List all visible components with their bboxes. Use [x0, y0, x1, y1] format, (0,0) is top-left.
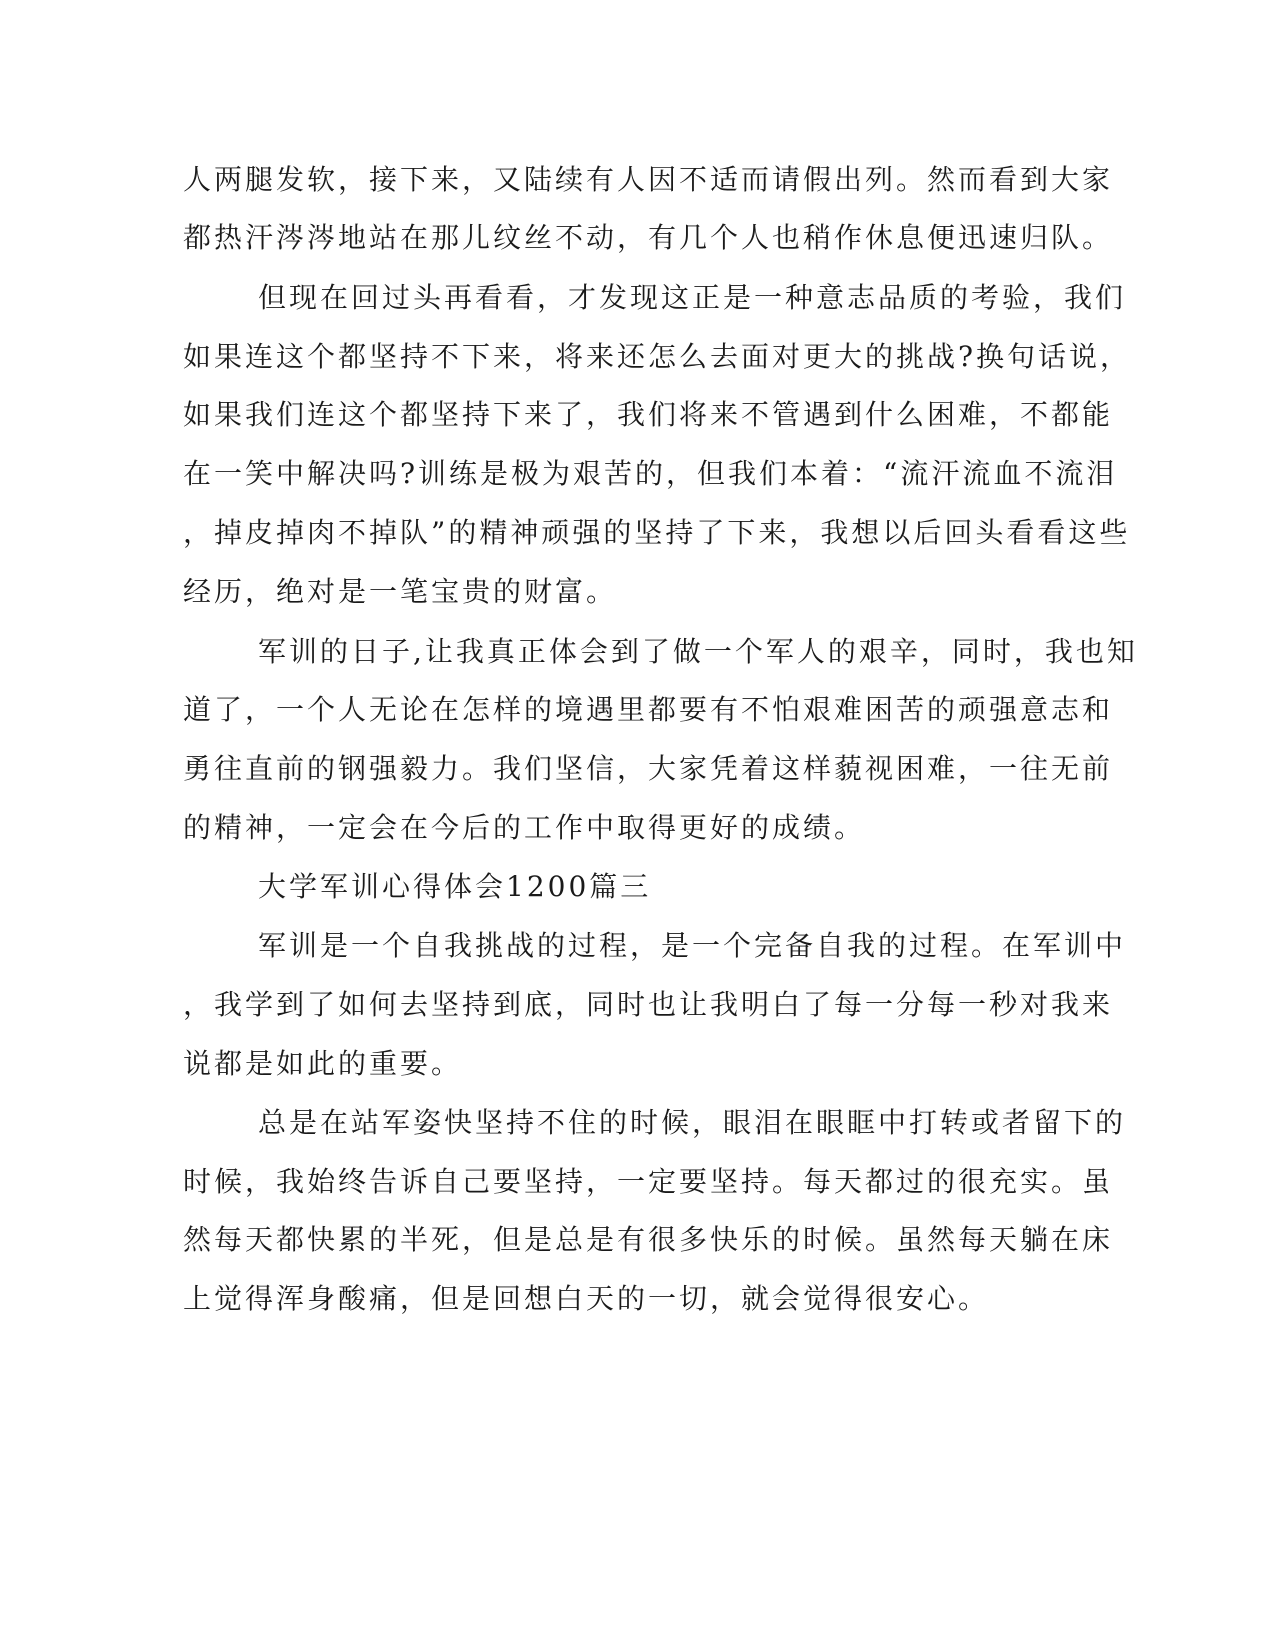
text-line: 如果我们连这个都坚持下来了，我们将来不管遇到什么困难，不都能 [183, 398, 1114, 431]
text-line: 都热汗涔涔地站在那儿纹丝不动，有几个人也稍作休息便迅速归队。 [183, 221, 1114, 254]
text-line: 如果连这个都坚持不下来，将来还怎么去面对更大的挑战?换句话说， [183, 340, 1132, 373]
paragraph-start-line: 军训的日子,让我真正体会到了做一个军人的艰辛，同时，我也知 [258, 635, 1138, 668]
text-line: 人两腿发软，接下来，又陆续有人因不适而请假出列。然而看到大家 [183, 163, 1114, 196]
text-line: 说都是如此的重要。 [183, 1047, 463, 1080]
text-line: 在一笑中解决吗?训练是极为艰苦的，但我们本着：“流汗流血不流泪 [183, 457, 1118, 490]
text-line: 勇往直前的钢强毅力。我们坚信，大家凭着这样藐视困难，一往无前 [183, 752, 1114, 785]
text-line: 经历，绝对是一笔宝贵的财富。 [183, 575, 618, 608]
paragraph-start-line: 但现在回过头再看看，才发现这正是一种意志品质的考验，我们 [258, 281, 1127, 314]
text-line: 上觉得浑身酸痛，但是回想白天的一切，就会觉得很安心。 [183, 1282, 990, 1315]
text-line: ，掉皮掉肉不掉队”的精神顽强的坚持了下来，我想以后回头看看这些 [183, 516, 1131, 549]
text-line: 的精神，一定会在今后的工作中取得更好的成绩。 [183, 811, 866, 844]
paragraph-start-line: 总是在站军姿快坚持不住的时候，眼泪在眼眶中打转或者留下的 [258, 1106, 1127, 1139]
text-line: 然每天都快累的半死，但是总是有很多快乐的时候。虽然每天躺在床 [183, 1223, 1114, 1256]
text-line: ，我学到了如何去坚持到底，同时也让我明白了每一分每一秒对我来 [183, 988, 1114, 1021]
section-heading: 大学军训心得体会1200篇三 [258, 870, 652, 903]
text-line: 时候，我始终告诉自己要坚持，一定要坚持。每天都过的很充实。虽 [183, 1165, 1114, 1198]
text-line: 道了，一个人无论在怎样的境遇里都要有不怕艰难困苦的顽强意志和 [183, 693, 1114, 726]
paragraph-start-line: 军训是一个自我挑战的过程，是一个完备自我的过程。在军训中 [258, 929, 1127, 962]
